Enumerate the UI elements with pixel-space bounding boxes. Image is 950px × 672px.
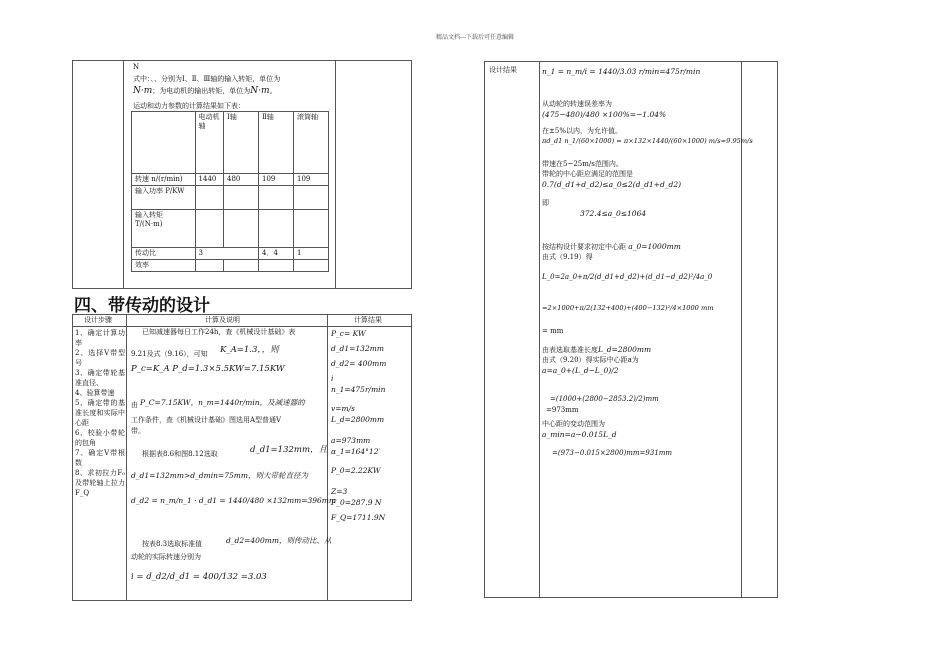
step-item: 8、求初拉力F₀及带轮轴上拉力F_Q — [75, 469, 125, 497]
step-item: 5、确定带的基准长度和实际中心距 — [75, 399, 125, 427]
calc-line: 由 — [131, 401, 138, 409]
calc-line: 动轮的实际转速分别为 — [131, 553, 201, 561]
result-item: P_c= KW — [331, 329, 366, 338]
calc-line: 即 — [542, 199, 549, 207]
result-item: F_0=287.9 N — [331, 498, 382, 507]
calc-line: = mm — [542, 327, 564, 335]
calc-formula: P_C=7.15KW，n_m=1440r/min，及减速器的 — [140, 398, 305, 407]
calc-formula: 0.7(d_d1+d_d2)≤a_0≤2(d_d1+d_d2) — [542, 180, 682, 189]
calc-line: 按结构设计要求初定中心距 a_0=1000mm — [542, 242, 681, 251]
table-row: 效率 — [132, 260, 329, 272]
calc-line: 按表8.3选取标准值 — [142, 540, 203, 548]
calc-line: 带轮的中心距应满足的范围是 — [542, 170, 633, 178]
result-item: i — [331, 374, 334, 383]
calc-line: 中心距的变动范围为 — [542, 420, 605, 428]
step-item: 7、确定V带根数 — [75, 449, 125, 467]
calc-formula: d_d2=400mm，则传动比、从 — [226, 536, 332, 545]
calc-line: =973mm — [546, 406, 579, 414]
result-item: Z=3 — [331, 487, 348, 496]
result-item: n_1=475r/min — [331, 385, 386, 394]
step-item: 3、确定带轮基准直径、 — [75, 369, 125, 387]
step-item: 4、验算带速 — [75, 389, 115, 397]
col-motor: 电动机轴 — [195, 112, 223, 174]
step-list — [75, 328, 125, 498]
result-item: v=m/s — [331, 404, 356, 413]
step-item: 1、确定计算功率 — [75, 329, 125, 347]
result-item: d_d2= 400mm — [331, 359, 387, 368]
result-item: d_d1=132mm — [331, 344, 384, 353]
calc-line: 从动轮的转速误差率为 — [542, 100, 612, 108]
calc-line: 由式（9.19）得 — [542, 253, 593, 261]
right-calc — [542, 66, 753, 459]
calc-line: 由表选取基准长度L_d=2800mm — [542, 345, 652, 354]
design-result-label: 设计结果 — [489, 66, 517, 74]
col-shaft1: Ⅰ轴 — [224, 112, 259, 174]
table-row: 输入功率 P/KW — [132, 186, 329, 210]
motion-params-table — [131, 111, 329, 272]
top-line-1: 式中：、、分别为Ⅰ、Ⅱ、Ⅲ轴的输入转矩，单位为 — [133, 75, 281, 83]
calc-formula: d_d2 = n_m/n_1 · d_d1 = 1440/480 ×132mm=396mm — [131, 496, 337, 505]
calc-formula: 372.4≤a_0≤1064 — [580, 209, 647, 218]
result-list — [331, 328, 409, 523]
header-result: 计算结果 — [354, 316, 382, 324]
table-row: 输入转矩 T/(N·m) — [132, 210, 329, 248]
result-item: L_d=2800mm — [331, 415, 385, 424]
calc-line: 在±5%以内，为允许值。 — [542, 127, 622, 135]
calc-formula: =(1000+(2800−2853.2)/2)mm — [550, 395, 659, 403]
calc-line: 9.21及式（9.16），可知 — [131, 350, 208, 358]
result-item: F_Q=1711.9N — [331, 513, 386, 522]
header-step: 设计步骤 — [84, 316, 112, 324]
table-row: 传动比 3 4．4 1 — [132, 248, 329, 260]
calc-formula: K_A=1.3，，则 — [220, 345, 279, 355]
calc-line: 根据表8.6和图8.12选取 — [142, 450, 218, 458]
calc-line: 带速在5~25m/s范围内。 — [542, 160, 623, 168]
top-line-3: 运动和动力参数的计算结果如下表： — [133, 102, 245, 110]
calc-formula: L_0=2a_0+π/2(d_d1+d_d2)+(d_d1−d_d2)²/4a_0 — [542, 273, 713, 281]
result-item: a=973mm — [331, 436, 371, 445]
table-row: 转速 n/(r/min) 1440 480 109 109 — [132, 174, 329, 186]
calc-formula: (475−480)/480 ×100%=−1.04% — [542, 110, 667, 119]
step-item: 6、校验小带轮的包角 — [75, 429, 125, 447]
calc-formula: a_min=a−0.015L_d — [542, 430, 617, 439]
calc-formula: d_d1=132mm，且 — [250, 445, 328, 455]
calc-line: 由式（9.20）得实际中心距a为 — [542, 356, 639, 364]
step-item: 2、选择V带型号 — [75, 349, 125, 367]
result-item: α_1=164°12′ — [331, 447, 381, 456]
header-calc: 计算及说明 — [205, 316, 240, 324]
calc-formula: P_c=K_A P_d=1.3×5.5KW=7.15KW — [131, 364, 285, 374]
calc-formula: =2×1000+π/2(132+400)+(400−132)²/4×1000 mm — [542, 304, 714, 312]
n-label: N — [133, 63, 140, 71]
calc-formula: d_d1=132mm>d_dmin=75mm，则大带轮直径为 — [131, 471, 308, 480]
calc-formula: =(973−0.015×2800)mm=931mm — [552, 449, 673, 457]
calc-line: 已知减速器每日工作24h，查《机械设计基础》表 — [142, 328, 296, 336]
col-shaft2: Ⅱ轴 — [259, 112, 294, 174]
calc-formula: πd_d1 n_1/(60×1000) = π×132×1440/(60×1000) m/s=9.95m/s — [542, 137, 753, 145]
top-line-2: N·m；为电动机的输出转矩，单位为N·m。 — [133, 86, 277, 96]
calc-formula: a=a_0+(L_d−L_0)/2 — [542, 366, 619, 375]
section-title: 四、带传动的设计 — [74, 296, 210, 316]
calc-formula: i = d_d2/d_d1 = 400/132 =3.03 — [131, 572, 267, 582]
result-item: P_0=2.22KW — [331, 466, 381, 475]
calc-line: 带。 — [131, 427, 145, 435]
col-drum: 滚筒轴 — [293, 112, 328, 174]
calc-formula: n_1 = n_m/i = 1440/3.03 r/min=475r/min — [542, 67, 701, 76]
page-header: 精品文档---下载后可任意编辑 — [435, 34, 515, 41]
calc-line: 工作条件，查《机械设计基础》图选用A型普通V — [131, 416, 282, 424]
